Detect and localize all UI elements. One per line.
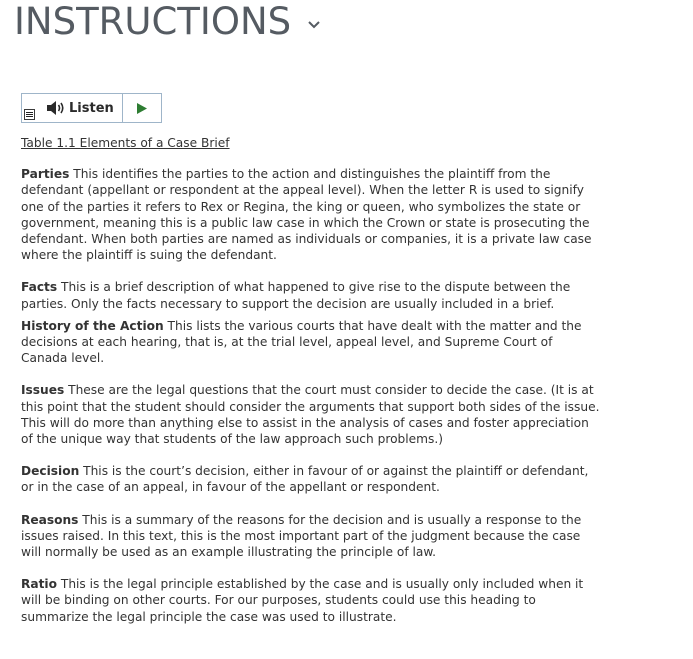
listen-button[interactable]	[22, 94, 123, 122]
section-text: This is a brief description of what happened to give rise to the dispute between the parties. Only the facts necessary to support the decision are usually included in a brief.	[21, 280, 571, 311]
readspeaker-toolbar	[21, 93, 162, 123]
brief-section-reasons	[21, 512, 601, 561]
section-term: Reasons	[21, 512, 79, 527]
listen-label: Listen	[69, 100, 114, 116]
table-caption-link[interactable]: Table 1.1 Elements of a Case Brief	[21, 136, 230, 150]
section-term: Facts	[21, 280, 58, 295]
section-term: Decision	[21, 464, 80, 479]
section-text: This identifies the parties to the action and distinguishes the plaintiff from the defendant (appellant or respondent at the appeal level). When the letter R is used to signify one of the parties it refers to Rex or Regina, the king or queen, who symbolizes the state or government, meaning this is a public law case in which the Crown or state is prosecuting the defendant. When both parties are named as individuals or companies, it is a private law case where the plaintiff is suing the defendant.	[21, 167, 592, 263]
section-term: Ratio	[21, 577, 57, 592]
brief-section-facts	[21, 279, 601, 311]
brief-section-parties	[21, 166, 601, 263]
play-icon	[136, 102, 148, 115]
section-text: This is the court’s decision, either in favour of or against the plaintiff or defendant, or in the case of an appeal, in favour of the appellant or respondent.	[21, 464, 589, 495]
section-text: This is the legal principle established by the case and is usually only included when it will be binding on other courts. For our purposes, students could use this heading to summarize the legal principle the case was used to illustrate.	[21, 577, 584, 624]
section-text: These are the legal questions that the court must consider to decide the case. (It is at this point that the student should consider the arguments that support both sides of the issue. This will do more than anything else to assist in the analysis of cases and foster appreciation of the unique way that students of the law approach such problems.)	[21, 383, 600, 447]
play-button[interactable]	[123, 94, 161, 122]
page-header	[14, 0, 321, 44]
section-term: Issues	[21, 383, 65, 398]
page-title: INSTRUCTIONS	[14, 0, 292, 43]
section-term: History of the Action	[21, 318, 164, 333]
brief-section-issues	[21, 382, 601, 447]
brief-section-ratio	[21, 576, 601, 625]
article-content	[21, 135, 601, 625]
speaker-icon	[46, 100, 66, 116]
brief-section-history	[21, 318, 601, 367]
section-term: Parties	[21, 167, 70, 182]
section-text: This is a summary of the reasons for the decision and is usually a response to the issues raised. In this text, this is the most important part of the judgment because the case will normally be used as an example illustrating the principle of law.	[21, 512, 582, 560]
menu-icon[interactable]	[24, 109, 35, 120]
chevron-down-icon[interactable]	[307, 18, 321, 32]
brief-section-decision	[21, 463, 601, 495]
section-text: This lists the various courts that have dealt with the matter and the decisions at each hearing, that is, at the trial level, appeal level, and Supreme Court of Canada level.	[21, 318, 582, 366]
